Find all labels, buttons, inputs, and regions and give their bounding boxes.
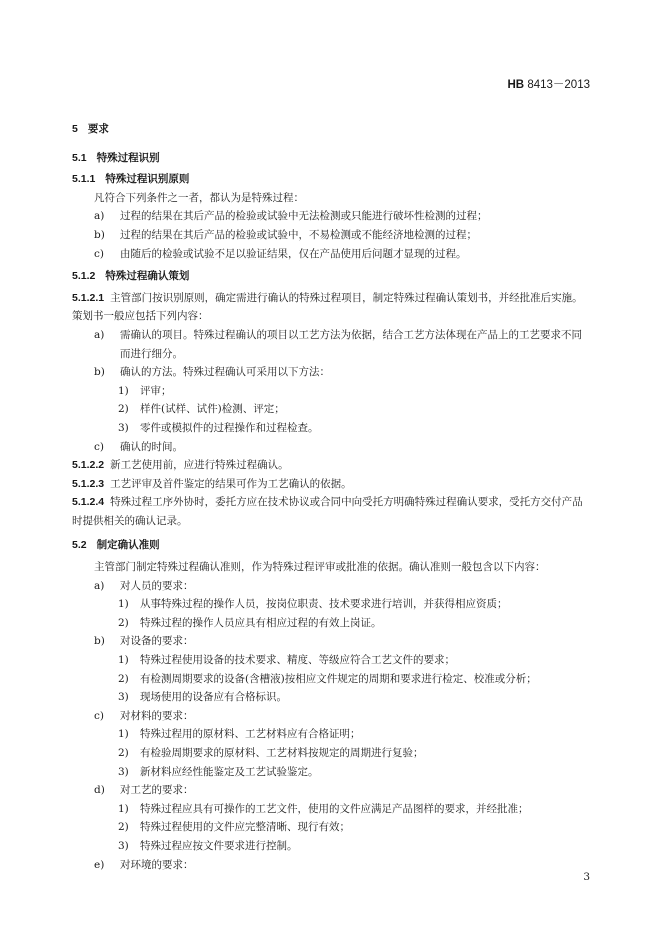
sub-list-item: 2) 特殊过程使用的文件应完整清晰、现行有效； — [118, 821, 350, 834]
sub-list-item: 1) 特殊过程使用设备的技术要求、精度、等级应符合工艺文件的要求； — [118, 654, 455, 667]
document-body — [72, 120, 590, 874]
list-item: e) 对环境的要求： — [94, 858, 194, 871]
list-item: b) 过程的结果在其后产品的检验或试验中，不易检测或不能经济地检测的过程； — [94, 228, 477, 241]
paragraph: 凡符合下列条件之一者，都认为是特殊过程： — [94, 191, 304, 204]
sub-list-item: 1) 评审； — [118, 384, 172, 397]
section-5-heading: 5 要求 — [72, 123, 109, 135]
list-item: c) 对材料的要求： — [94, 709, 194, 722]
sub-list-item: 1) 特殊过程应具有可操作的工艺文件，使用的文件应满足产品图样的要求，并经批准； — [118, 802, 529, 815]
sub-list-item: 3) 零件或模拟件的过程操作和过程检查。 — [118, 421, 319, 434]
list-item: d) 对工艺的要求： — [94, 784, 194, 797]
list-item: b) 对设备的要求： — [94, 635, 194, 648]
list-item: a) 对人员的要求： — [94, 579, 194, 592]
clause-5-1-2-1: 5.1.2.1 主管部门按识别原则，确定需进行确认的特殊过程项目，制定特殊过程确认策划书，并经批准后实施。策划书一般应包括下列内容： — [72, 291, 583, 323]
section-5-1-2-heading: 5.1.2 特殊过程确认策划 — [72, 270, 190, 283]
section-5-1-heading: 5.1 特殊过程识别 — [72, 151, 160, 164]
list-item: a) 过程的结果在其后产品的检验或试验中无法检测或只能进行破坏性检测的过程； — [94, 210, 488, 223]
clause-5-1-2-3: 5.1.2.3 工艺评审及首件鉴定的结果可作为工艺确认的依据。 — [72, 477, 352, 490]
page-number: 3 — [583, 871, 590, 883]
list-item: a) 需确认的项目。特殊过程确认的项目以工艺方法为依据，结合工艺方法体现在产品上的工艺要求不同而进行细分。 — [94, 328, 582, 360]
sub-list-item: 2) 特殊过程的操作人员应具有相应过程的有效上岗证。 — [118, 616, 382, 629]
paragraph: 主管部门制定特殊过程确认准则，作为特殊过程评审或批准的依据。确认准则一般包含以下内容： — [94, 561, 546, 574]
sub-list-item: 1) 特殊过程用的原材料、工艺材料应有合格证明； — [118, 728, 361, 741]
standard-number: 8413－2013 — [527, 79, 590, 91]
list-item: c) 确认的时间。 — [94, 440, 183, 453]
sub-list-item: 2) 样件(试样、试件)检测、评定； — [118, 403, 285, 416]
sub-list-item: 2) 有检验周期要求的原材料、工艺材料按规定的周期进行复验； — [118, 747, 424, 759]
sub-list-item: 1) 从事特殊过程的操作人员，按岗位职责、技术要求进行培训，并获得相应资质； — [118, 598, 508, 611]
sub-list-item: 2) 有检测周期要求的设备(含槽液)按相应文件规定的周期和要求进行检定、校准或分析； — [118, 672, 537, 685]
sub-list-item: 3) 新材料应经性能鉴定及工艺试验鉴定。 — [118, 765, 319, 778]
sub-list-item: 3) 现场使用的设备应有合格标识。 — [118, 691, 287, 704]
standard-number-header — [508, 76, 591, 92]
clause-5-1-2-2: 5.1.2.2 新工艺使用前，应进行特殊过程确认。 — [72, 459, 289, 472]
section-5-2-heading: 5.2 制定确认准则 — [72, 539, 160, 552]
list-item: c) 由随后的检验或试验不足以验证结果，仅在产品使用后问题才显现的过程。 — [94, 247, 467, 260]
clause-5-1-2-4: 5.1.2.4 特殊过程工序外协时，委托方应在技术协议或合同中向受托方明确特殊过程确认要求，受托方交付产品时提供相关的确认记录。 — [72, 496, 583, 527]
standard-code: HB — [507, 79, 525, 91]
list-item: b) 确认的方法。特殊过程确认可采用以下方法： — [94, 366, 330, 379]
sub-list-item: 3) 特殊过程应按文件要求进行控制。 — [118, 839, 298, 852]
section-5-1-1-heading: 5.1.1 特殊过程识别原则 — [72, 173, 190, 186]
